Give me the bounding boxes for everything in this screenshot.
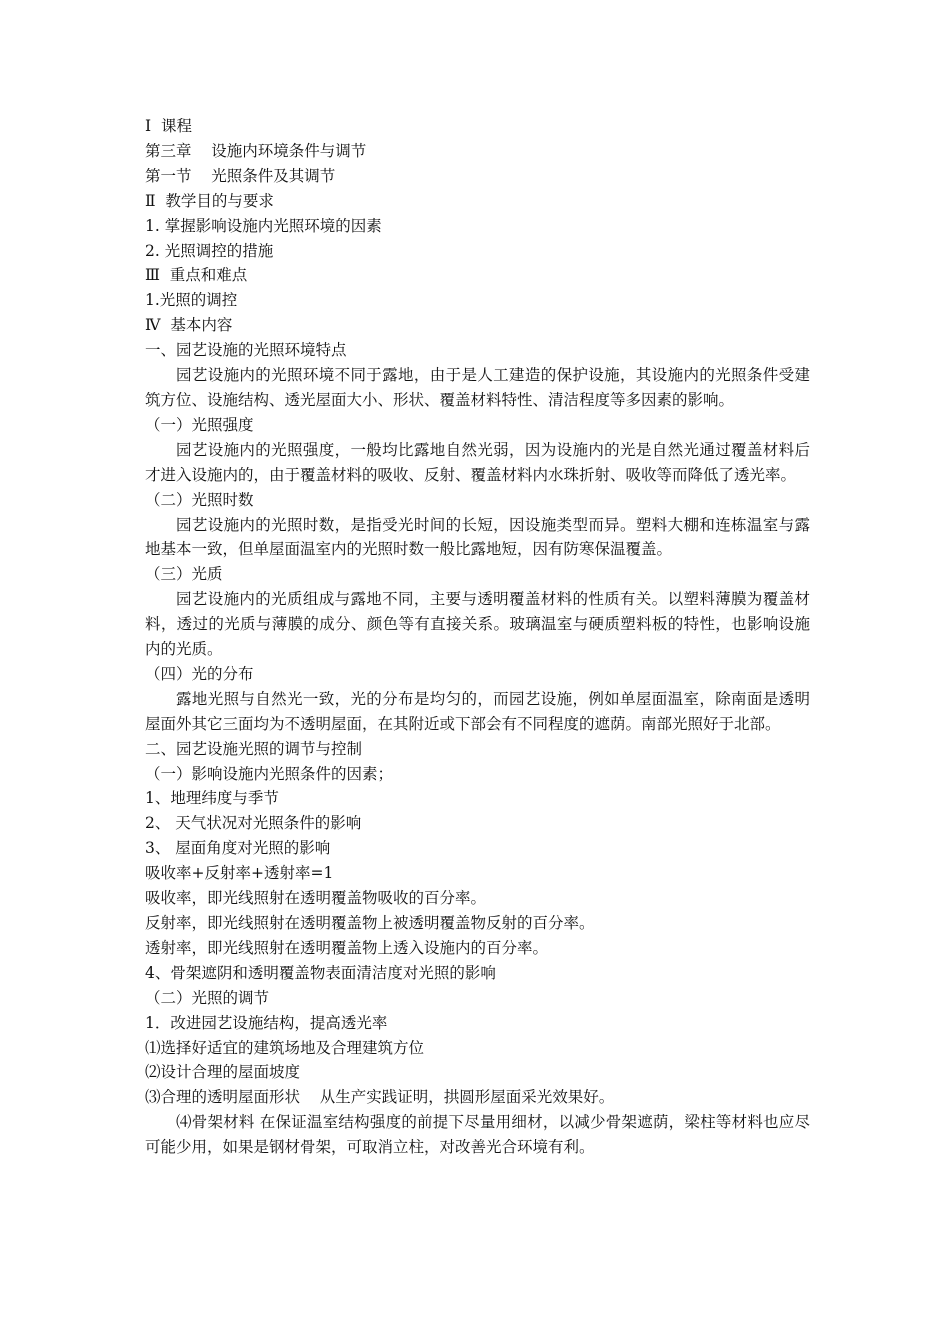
paragraph: 园艺设施内的光照强度，一般均比露地自然光弱，因为设施内的光是自然光通过覆盖材料后才进入设施内的，由于覆盖材料的吸收、反射、覆盖材料内水珠折射、吸收等而降低了透光率。 <box>145 440 810 484</box>
heading-line: （二）光照的调节 <box>145 988 270 1007</box>
document-body <box>145 114 810 1160</box>
heading-line: （一）影响设施内光照条件的因素； <box>145 764 394 783</box>
heading-line: Ⅲ 重点和难点 <box>145 266 248 285</box>
indented-line: 1、地理纬度与季节 <box>145 789 279 808</box>
indented-line: ⑵设计合理的屋面坡度 <box>145 1063 301 1082</box>
heading-line: （二）光照时数 <box>145 490 254 509</box>
heading-line: 二、园艺设施光照的调节与控制 <box>145 739 363 758</box>
heading-line: 1．改进园艺设施结构，提高透光率 <box>145 1013 388 1032</box>
heading-line: 第三章 设施内环境条件与调节 <box>145 141 367 160</box>
indented-line: 4、骨架遮阴和透明覆盖物表面清洁度对光照的影响 <box>145 963 496 982</box>
indented-line: 反射率，即光线照射在透明覆盖物上被透明覆盖物反射的百分率。 <box>145 914 595 932</box>
heading-line: （三）光质 <box>145 565 223 584</box>
heading-line: 1. 掌握影响设施内光照环境的因素 <box>145 216 382 235</box>
paragraph: 园艺设施内的光照环境不同于露地，由于是人工建造的保护设施，其设施内的光照条件受建筑方位、设施结构、透光屋面大小、形状、覆盖材料特性、清洁程度等多因素的影响。 <box>145 366 810 409</box>
indented-line: 吸收率+反射率+透射率=1 <box>145 864 334 883</box>
heading-line: 2. 光照调控的措施 <box>145 241 274 260</box>
paragraph: 露地光照与自然光一致，光的分布是均匀的，而园艺设施，例如单屋面温室，除南面是透明屋面外其它三面均为不透明屋面，在其附近或下部会有不同程度的遮荫。南部光照好于北部。 <box>145 689 810 733</box>
heading-line: （四）光的分布 <box>145 664 254 683</box>
indented-line: 透射率，即光线照射在透明覆盖物上透入设施内的百分率。 <box>145 938 549 957</box>
indented-line: ⑶合理的透明屋面形状 从生产实践证明，拱圆形屋面采光效果好。 <box>145 1088 615 1107</box>
heading-line: 一、园艺设施的光照环境特点 <box>145 341 347 360</box>
indented-line: 3、 屋面角度对光照的影响 <box>145 839 331 858</box>
heading-line: Ⅰ 课程 <box>145 117 192 135</box>
heading-line: Ⅱ 教学目的与要求 <box>145 191 274 210</box>
indented-line: ⑴选择好适宜的建筑场地及合理建筑方位 <box>145 1038 425 1057</box>
heading-line: Ⅳ 基本内容 <box>145 316 233 335</box>
heading-line: （一）光照强度 <box>145 415 254 434</box>
paragraph: ⑷骨架材料 在保证温室结构强度的前提下尽量用细材，以减少骨架遮荫，梁柱等材料也应尽可能少用，如果是钢材骨架，可取消立柱，对改善光合环境有利。 <box>145 1113 810 1157</box>
heading-line: 第一节 光照条件及其调节 <box>145 166 336 185</box>
heading-line: 1.光照的调控 <box>145 291 238 310</box>
indented-line: 吸收率，即光线照射在透明覆盖物吸收的百分率。 <box>145 889 487 908</box>
paragraph: 园艺设施内的光照时数，是指受光时间的长短，因设施类型而异。塑料大棚和连栋温室与露地基本一致，但单屋面温室内的光照时数一般比露地短，因有防寒保温覆盖。 <box>145 515 810 559</box>
paragraph: 园艺设施内的光质组成与露地不同，主要与透明覆盖材料的性质有关。以塑料薄膜为覆盖材料，透过的光质与薄膜的成分、颜色等有直接关系。玻璃温室与硬质塑料板的特性，也影响设施内的光质。 <box>145 590 810 659</box>
indented-line: 2、 天气状况对光照条件的影响 <box>145 814 362 833</box>
